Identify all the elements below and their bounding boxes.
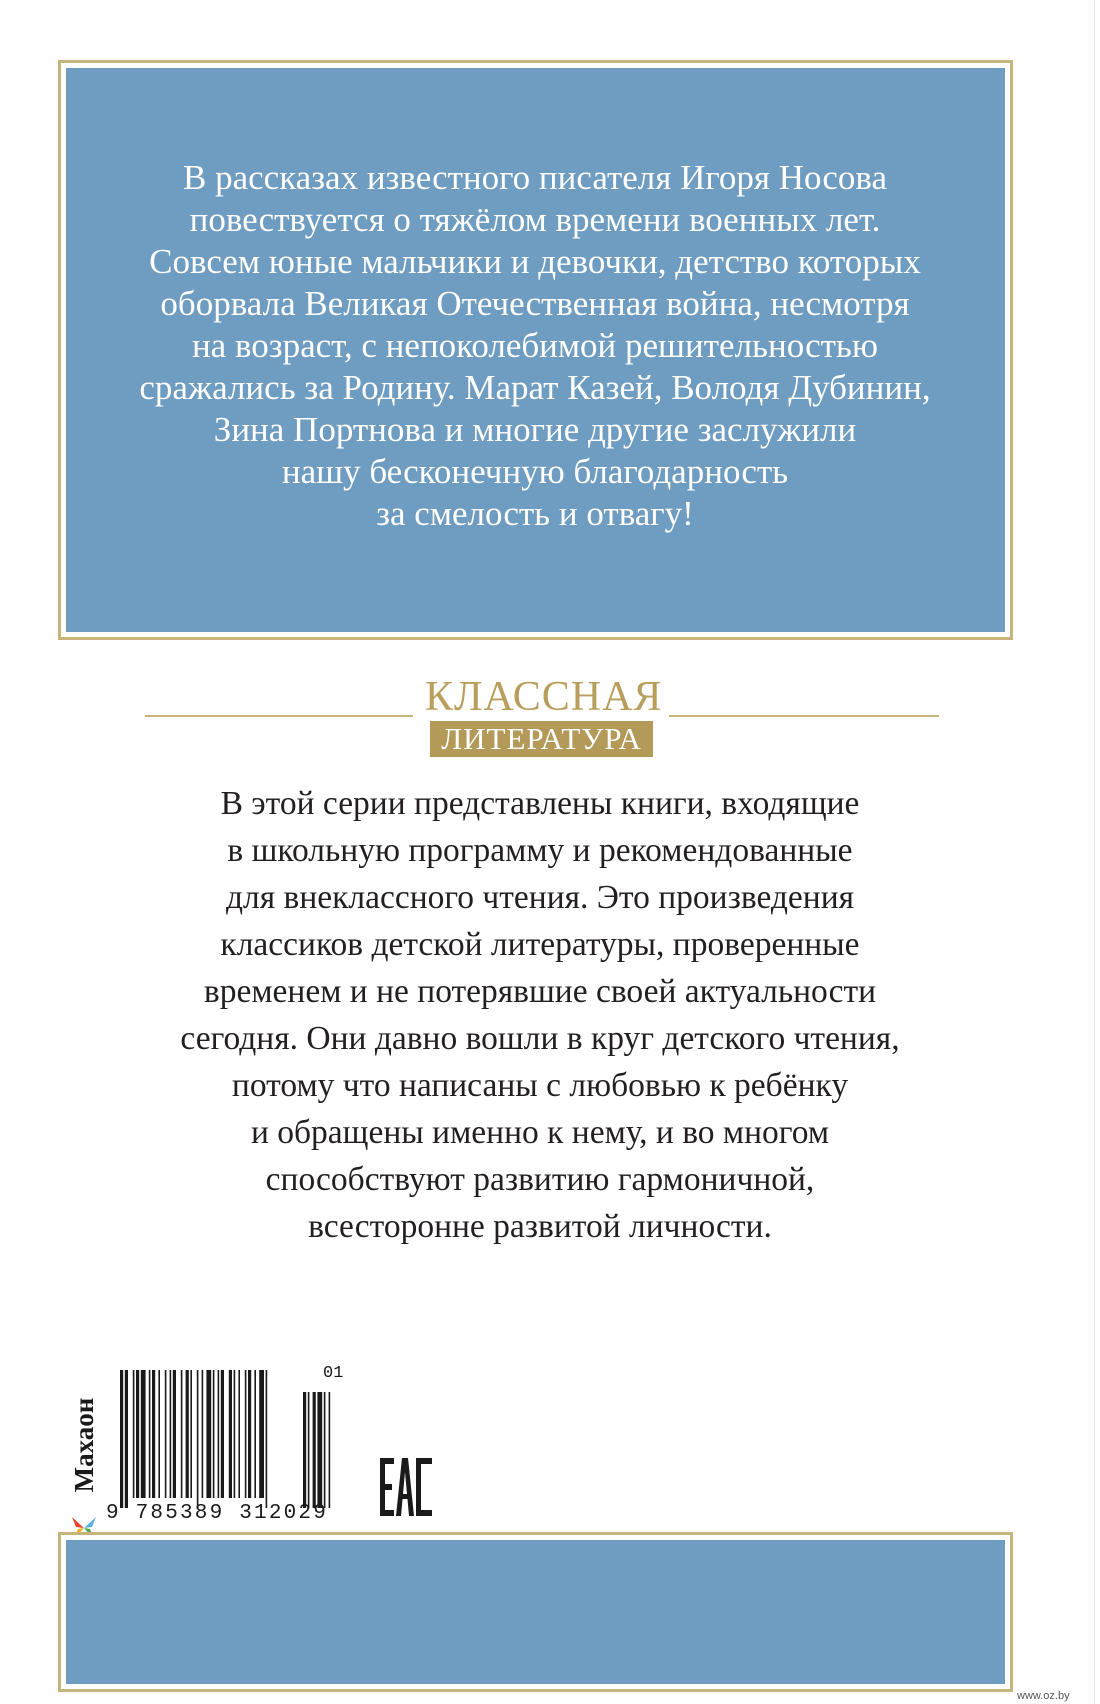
annotation-line: оборвала Великая Отечественная война, несмотря <box>160 284 910 323</box>
publisher-name: Махаон <box>69 1397 99 1493</box>
barcode-addon-digits: 01 <box>323 1364 344 1383</box>
annotation-line: повествуется о тяжёлом времени военных лет. <box>189 200 881 239</box>
series-line: в школьную программу и рекомендованные <box>227 832 853 869</box>
series-line: классиков детской литературы, проверенные <box>220 926 860 963</box>
annotation-line: сражались за Родину. Марат Казей, Володя Дубинин, <box>139 368 931 407</box>
eac-certification-icon <box>380 1458 432 1516</box>
annotation-line: Совсем юные мальчики и девочки, детство которых <box>149 242 921 281</box>
book-annotation <box>100 157 970 535</box>
series-line: и обращены именно к нему, и во многом <box>250 1114 830 1151</box>
series-line: способствуют развитию гармоничной, <box>265 1161 815 1198</box>
bottom-panel <box>58 1532 1013 1692</box>
series-subtitle: ЛИТЕРАТУРА <box>430 721 653 757</box>
annotation-line: за смелость и отвагу! <box>376 494 694 533</box>
series-divider-left <box>145 715 413 717</box>
series-line: всесторонне развитой личности. <box>308 1208 772 1245</box>
series-line: для внеклассного чтения. Это произведения <box>225 879 855 916</box>
bottom-panel-fill <box>66 1540 1005 1684</box>
series-line: сегодня. Они давно вошли в круг детского чтения, <box>180 1020 900 1057</box>
annotation-line: на возраст, с непоколебимой решительностью <box>191 326 879 365</box>
page-edge <box>1094 0 1095 1704</box>
annotation-line: нашу бесконечную благодарность <box>281 452 789 491</box>
source-watermark: www.oz.by <box>1017 1690 1070 1702</box>
isbn-digits: 9 785389 312029 <box>106 1502 329 1525</box>
series-line: потому что написаны с любовью к ребёнку <box>231 1067 849 1104</box>
annotation-line: В рассказах известного писателя Игоря Носова <box>183 158 887 197</box>
series-title: КЛАССНАЯ <box>425 674 663 720</box>
isbn-barcode <box>118 1370 368 1510</box>
annotation-line: Зина Портнова и многие другие заслужили <box>213 410 857 449</box>
series-divider-right <box>669 715 939 717</box>
series-line: В этой серии представлены книги, входящие <box>220 785 860 822</box>
series-line: временем и не потерявшие своей актуальности <box>203 973 877 1010</box>
series-description <box>110 780 970 1250</box>
